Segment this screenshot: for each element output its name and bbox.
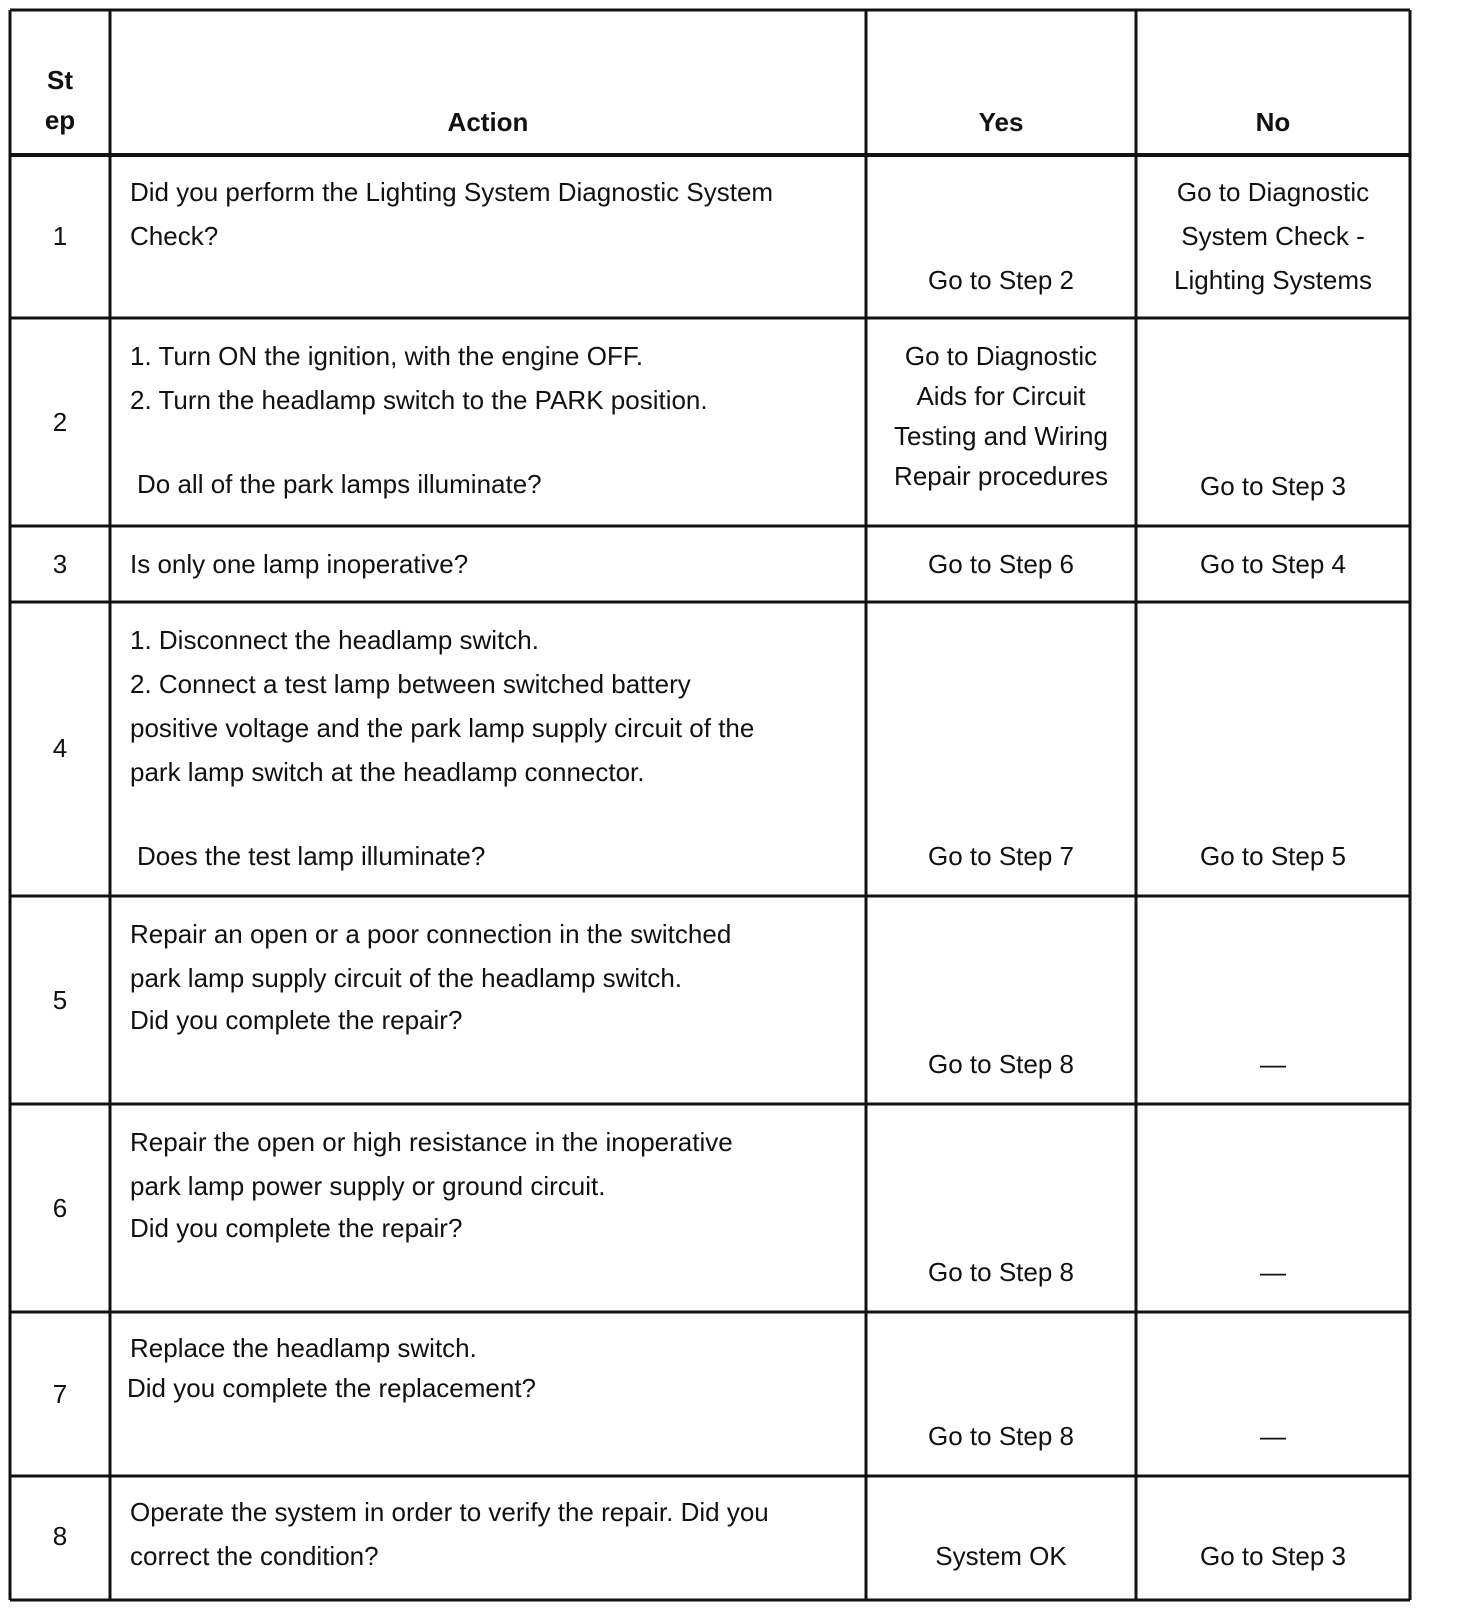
row-2-action-line: 1. Turn ON the ignition, with the engine OFF. [130, 341, 644, 371]
row-3-action [130, 542, 860, 586]
row-6-action-line: Repair the open or high resistance in the inoperative [130, 1127, 733, 1157]
header-step-line-1: St [47, 65, 73, 95]
row-5-step: 5 [52, 985, 68, 1015]
row-1-step: 1 [52, 221, 68, 251]
row-8-action-line: Operate the system in order to verify the repair. Did you [130, 1497, 769, 1527]
header-action: Action [447, 107, 529, 137]
row-4-action-line: Does the test lamp illuminate? [137, 841, 486, 871]
row-8-yes: System OK [935, 1541, 1067, 1571]
row-4-action-line: 1. Disconnect the headlamp switch. [130, 625, 539, 655]
row-6-action-line: Did you complete the repair? [130, 1213, 463, 1243]
row-2-action [130, 334, 860, 506]
row-8-no: Go to Step 3 [1200, 1541, 1346, 1571]
row-6-step: 6 [52, 1193, 68, 1223]
row-4-action-line: 2. Connect a test lamp between switched battery [130, 669, 691, 699]
row-1-no-line: Go to Diagnostic [1176, 177, 1370, 207]
row-8-action-line: correct the condition? [130, 1541, 379, 1571]
row-5-action-line: park lamp supply circuit of the headlamp switch. [130, 963, 683, 993]
header-step-line-2: ep [44, 105, 76, 135]
row-5-action-line: Repair an open or a poor connection in the switched [130, 919, 732, 949]
row-4-yes: Go to Step 7 [928, 841, 1074, 871]
row-3-yes: Go to Step 6 [928, 549, 1074, 579]
row-1-action-line: Did you perform the Lighting System Diagnostic System [130, 177, 774, 207]
row-1-no-line: System Check - [1181, 221, 1365, 251]
header-no: No [1255, 107, 1291, 137]
row-6-no: — [1260, 1257, 1286, 1287]
row-1-action-line: Check? [130, 221, 219, 251]
row-4-step: 4 [52, 733, 68, 763]
row-3-step: 3 [52, 549, 68, 579]
row-1-yes: Go to Step 2 [928, 265, 1074, 295]
row-8-step: 8 [52, 1521, 68, 1551]
row-7-yes: Go to Step 8 [928, 1421, 1074, 1451]
row-5-no: — [1260, 1049, 1286, 1079]
row-7-no: — [1260, 1421, 1286, 1451]
row-7-step: 7 [52, 1379, 68, 1409]
row-3-no: Go to Step 4 [1200, 549, 1346, 579]
row-4-action [130, 618, 860, 878]
row-2-yes-line: Testing and Wiring [894, 421, 1108, 451]
row-7-action-line: Replace the headlamp switch. [130, 1333, 477, 1363]
row-3-action-line: Is only one lamp inoperative? [130, 549, 469, 579]
row-2-yes-line: Go to Diagnostic [904, 341, 1098, 371]
row-5-yes: Go to Step 8 [928, 1049, 1074, 1079]
row-2-yes [868, 336, 1134, 496]
row-4-action-line: positive voltage and the park lamp supply circuit of the [130, 713, 755, 743]
row-2-step: 2 [52, 407, 68, 437]
row-6-action-line: park lamp power supply or ground circuit. [130, 1171, 606, 1201]
row-5-action-line: Did you complete the repair? [130, 1005, 463, 1035]
row-2-action-line: 2. Turn the headlamp switch to the PARK position. [130, 385, 708, 415]
header-step [12, 60, 108, 140]
row-4-no: Go to Step 5 [1200, 841, 1346, 871]
row-2-action-line: Do all of the park lamps illuminate? [137, 469, 542, 499]
row-1-action [130, 170, 860, 258]
row-2-yes-line: Repair procedures [894, 461, 1108, 491]
row-1-no [1138, 170, 1408, 302]
row-8-action [130, 1490, 860, 1578]
row-2-no: Go to Step 3 [1200, 471, 1346, 501]
header-yes: Yes [978, 107, 1024, 137]
row-7-action [127, 1328, 860, 1408]
row-1-no-line: Lighting Systems [1174, 265, 1372, 295]
row-2-yes-line: Aids for Circuit [916, 381, 1086, 411]
row-6-yes: Go to Step 8 [928, 1257, 1074, 1287]
row-6-action [130, 1120, 860, 1248]
row-7-action-line: Did you complete the replacement? [127, 1373, 537, 1403]
row-5-action [130, 912, 860, 1040]
row-4-action-line: park lamp switch at the headlamp connector. [130, 757, 645, 787]
